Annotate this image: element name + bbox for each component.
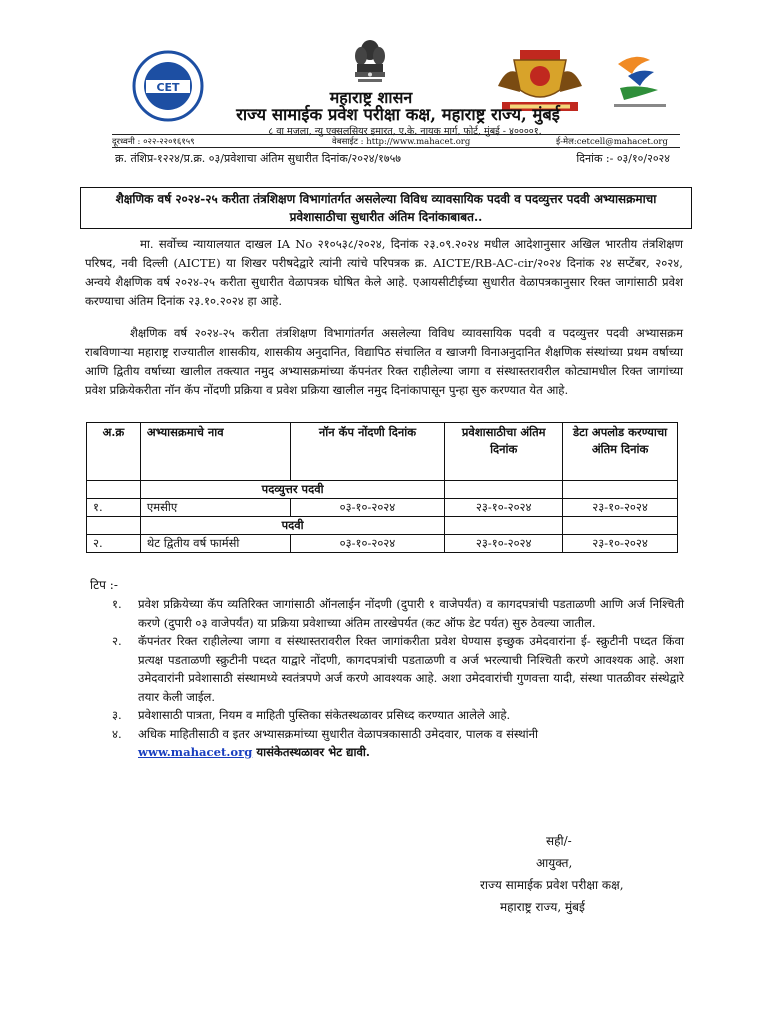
subject-box: शैक्षणिक वर्ष २०२४-२५ करीता तंत्रशिक्षण विभागांतर्गत असलेल्या विविध व्यावसायिक पदवी व पदव्युत्तर पदवी अभ्यासक्रमाचा प्रवेशासाठीचा सुधारीत अंतिम दिनांकाबाबत.. (80, 187, 692, 229)
table-row (87, 499, 678, 517)
header-divider-top (112, 134, 680, 135)
signature-block (480, 830, 700, 918)
reference-date: दिनांक :- ०३/१०/२०२४ (576, 152, 670, 165)
note-text-after-link: यासंकेतस्थळावर भेट द्यावी. (252, 745, 370, 759)
note-text-part: अधिक माहितीसाठी व इतर अभ्यासक्रमांच्या सुधारीत वेळापत्रकासाठी उमेदवार, पालक व संस्थांनी (138, 726, 539, 741)
schedule-table (86, 422, 678, 553)
note-text (138, 725, 684, 762)
table-row (87, 535, 678, 553)
reference-number: क्र. तंशिप्र-१२२४/प्र.क्र. ०३/प्रवेशाचा अंतिम सुधारीत दिनांक/२०२४/१७५७ (115, 152, 402, 165)
note-text: प्रवेश प्रक्रियेच्या कॅप व्यतिरिक्त जागांसाठी ऑनलाईन नोंदणी (दुपारी १ वाजेपर्यंत) व कागदपत्रांची पडताळणी आणि अर्ज निश्चिती करणे (दुपारी ०३ वाजेपर्यंत) या प्रक्रिया प्रवेशाच्या अंतिम तारखेपर्यत (कट ऑफ डेट पर्यत) सुरु ठेवल्या जातील. (138, 597, 684, 630)
email-text: ई-मेल:cetcell@mahacet.org (556, 137, 668, 147)
note-number: ३. (112, 708, 122, 722)
letterhead (0, 0, 768, 150)
header-data-upload-date: डेटा अपलोड करण्याचा अंतिम दिनांक (563, 423, 678, 481)
row-data-upload-date: २३-१०-२०२४ (563, 499, 678, 517)
signature-sign: सही/- (546, 834, 572, 848)
office-title: राज्य सामाईक प्रवेश परीक्षा कक्ष, महाराष्ट्र राज्य, मुंबई (236, 105, 560, 124)
signature-designation: आयुक्त, (536, 856, 573, 870)
signature-place: महाराष्ट्र राज्य, मुंबई (500, 900, 585, 914)
table-header-row (87, 423, 678, 481)
list-item (112, 725, 684, 762)
notes-title: टिप :- (90, 578, 118, 592)
note-text: कॅपनंतर रिक्त राहीलेल्या जागा व संस्थास्तरावरील रिक्त जागांकरीता प्रवेश घेण्यास इच्छुक उमेदवारांना ई- स्क्रुटीनी पध्दत किंवा प्रत्यक्ष पडताळणी स्क्रुटीनी पध्दत याद्वारे नोंदणी, कागदपत्रांची पडताळणी व अर्ज भरल्याची निश्चिती करणे आवश्यक आहे. अशा उमेदवारांनी प्रवेशासाठी संस्थामध्ये स्वतंत्रपणे अर्ज करणे आवश्यक आहे. अशा उमेदवारांची गुणवत्ता यादी, संस्था पातळीवर संस्थेद्वारे तयार केली जाईल. (138, 634, 684, 704)
row-last-admission-date: २३-१०-२०२४ (445, 535, 563, 553)
notes-list (112, 595, 684, 762)
section-graduate: पदवी (140, 517, 444, 535)
website-text: वेबसाईट : http://www.mahacet.org (332, 137, 471, 147)
note-number: १. (112, 597, 122, 611)
phone-text: दूरध्वनी : ०२२-२२०१६१५९ (112, 137, 195, 147)
table-section-row (87, 481, 678, 499)
row-data-upload-date: २३-१०-२०२४ (563, 535, 678, 553)
note-number: ४. (112, 726, 122, 741)
paragraph-admission: शैक्षणिक वर्ष २०२४-२५ करीता तंत्रशिक्षण विभागांतर्गत असलेल्या विविध व्यावसायिक पदवी व पदव्युत्तर पदवी अभ्यासक्रम राबविणाऱ्या महाराष्ट्र राज्यातील शासकीय, शासकीय अनुदानित, विद्यापिठ संचालित व खाजगी विनाअनुदानित शैक्षणिक संस्थांच्या प्रथम वर्षाच्या आणि द्वितीय वर्षाच्या खालील तक्त्यात नमुद अभ्यासक्रमांच्या कॅपनंतर रिक्त राहीलेल्या जागा व संस्थास्तरावरील कोट्यामधील रिक्त जागांच्या प्रवेश प्रक्रियेकरीता नॉन कॅप नोंदणी प्रक्रिया व प्रवेश प्रक्रिया खालील नमुद दिनांकापासून पुन्हा सुरु करण्यात येत आहे. (85, 326, 684, 397)
header-divider-bottom (112, 147, 680, 148)
row-last-admission-date: २३-१०-२०२४ (445, 499, 563, 517)
government-title: महाराष्ट्र शासन (329, 88, 413, 107)
row-course: एमसीए (140, 499, 290, 517)
row-serial: १. (87, 499, 141, 517)
row-noncap-date: ०३-१०-२०२४ (290, 535, 445, 553)
header-course: अभ्यासक्रमाचे नाव (140, 423, 290, 481)
table-section-row (87, 517, 678, 535)
header-last-admission-date: प्रवेशासाठीचा अंतिम दिनांक (445, 423, 563, 481)
list-item (112, 706, 684, 725)
mahacet-website-link[interactable]: www.mahacet.org (138, 745, 253, 759)
header-serial: अ.क्र (87, 423, 141, 481)
signature-office: राज्य सामाईक प्रवेश परीक्षा कक्ष, (480, 878, 624, 892)
header-noncap-date: नॉन कॅप नोंदणी दिनांक (290, 423, 445, 481)
cet-logo-text: CET (156, 81, 180, 94)
row-course: थेट द्वितीय वर्ष फार्मसी (140, 535, 290, 553)
row-serial: २. (87, 535, 141, 553)
paragraph-aicte: मा. सर्वोच्च न्यायालयात दाखल IA No २१०५३८/२०२४, दिनांक २३.०९.२०२४ मधील आदेशानुसार अखिल भारतीय तंत्रशिक्षण परिषद, नवी दिल्ली (AICTE) या शिखर परीषदेद्वारे त्यांनी त्यांचे परिपत्रक क्र. AICTE/RB-AC-cir/२०२४ दिनांक २४ सप्टेंबर, २०२४, अन्वये शैक्षणिक वर्ष २०२४-२५ करीता सुधारीत वेळापत्रक घोषित केले आहे. एआयसीटीईच्या सुधारीत वेळापत्रकानुसार रिक्त जागांसाठी प्रवेश करण्याचा अंतिम दिनांक २३.१०.२०२४ हा आहे. (85, 237, 683, 308)
note-text: प्रवेशासाठी पात्रता, नियम व माहिती पुस्तिका संकेतस्थळावर प्रसिध्द करण्यात आलेले आहे. (138, 708, 511, 722)
office-address: ८ वा मजला, न्यु एक्सलसियर इमारत, ए.के. नायक मार्ग, फोर्ट, मुंबई - ४००००१. (268, 126, 542, 137)
list-item (112, 632, 684, 706)
section-postgraduate: पदव्युत्तर पदवी (140, 481, 444, 499)
note-number: २. (112, 634, 122, 648)
list-item (112, 595, 684, 632)
row-noncap-date: ०३-१०-२०२४ (290, 499, 445, 517)
